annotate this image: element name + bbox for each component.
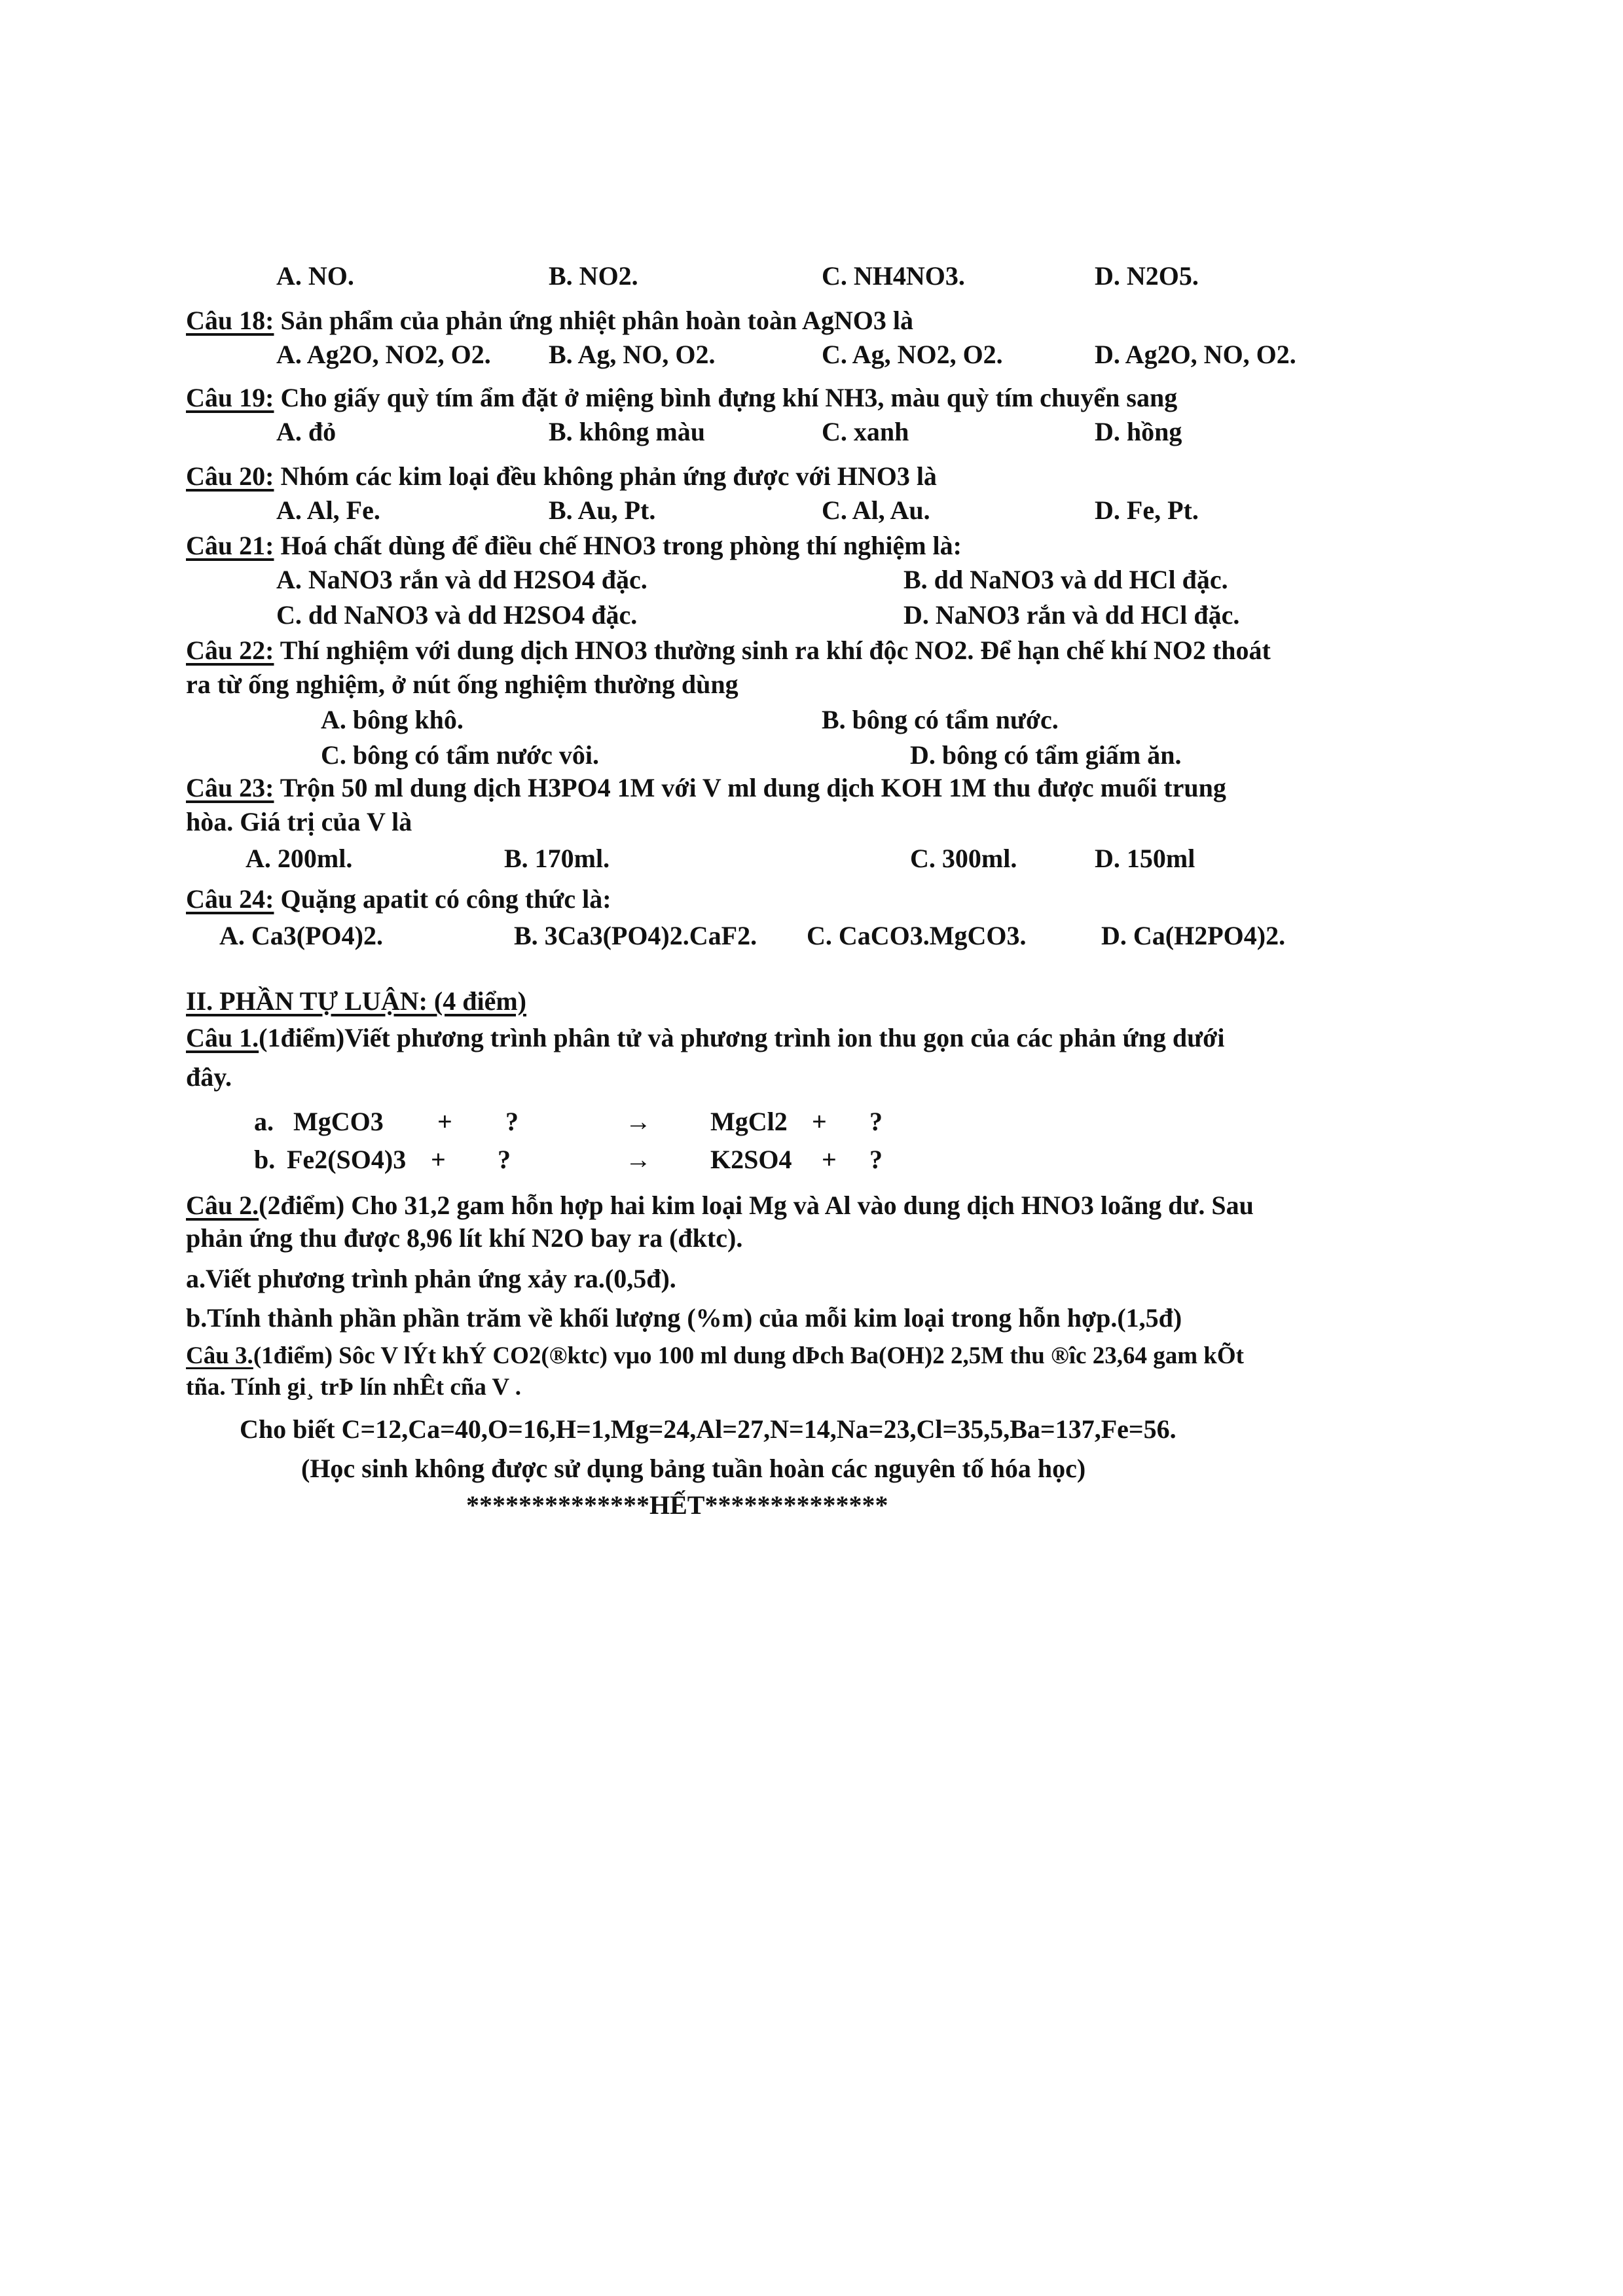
essay-q2-label: Câu 2. <box>186 1191 259 1220</box>
q24-option-a: A. Ca3(PO4)2. <box>219 921 383 950</box>
question-24 <box>186 884 611 915</box>
essay-heading: II. PHẦN TỰ LUẬN: (4 điểm) <box>186 986 526 1016</box>
arrow-right-icon: → <box>625 1107 651 1136</box>
essay-q2-text: (2điểm) Cho 31,2 gam hỗn hợp hai kim loại Mg và Al vào dung dịch HNO3 loãng dư. Sau <box>259 1191 1254 1220</box>
essay-q3-label: Câu 3. <box>186 1342 253 1369</box>
q22-option-b: B. bông có tẩm nước. <box>822 705 1059 734</box>
q19-option-a: A. đỏ <box>276 417 337 446</box>
eq-b-plus: + <box>431 1145 446 1174</box>
question-stem: Hoá chất dùng để điều chế HNO3 trong phòng thí nghiệm là: <box>274 531 962 560</box>
question-label: Câu 19: <box>186 383 274 412</box>
essay-q2-part-b: b.Tính thành phần phần trăm về khối lượng (%m) của mỗi kim loại trong hỗn hợp.(1,5đ) <box>186 1303 1182 1333</box>
q24-option-b: B. 3Ca3(PO4)2.CaF2. <box>514 921 757 950</box>
question-stem: Sản phẩm của phản ứng nhiệt phân hoàn toàn AgNO3 là <box>274 306 914 335</box>
question-19 <box>186 382 1177 414</box>
eq-b-reactant: Fe2(SO4)3 <box>287 1145 407 1174</box>
essay-q2-cont: phản ứng thu được 8,96 lít khí N2O bay ra (đktc). <box>186 1223 743 1253</box>
q24-option-d: D. Ca(H2PO4)2. <box>1101 921 1286 950</box>
q23-option-b: B. 170ml. <box>504 844 610 873</box>
q23-option-d: D. 150ml <box>1095 844 1195 873</box>
question-label: Câu 20: <box>186 461 274 491</box>
atomic-masses: Cho biết C=12,Ca=40,O=16,H=1,Mg=24,Al=27,N=14,Na=23,Cl=35,5,Ba=137,Fe=56. <box>240 1414 1176 1444</box>
question-22 <box>186 635 1271 666</box>
q22-option-a: A. bông khô. <box>321 705 464 734</box>
essay-q1-cont: đây. <box>186 1062 232 1092</box>
q17-option-a: A. NO. <box>276 261 354 291</box>
q22-option-c: C. bông có tẩm nước vôi. <box>321 740 600 770</box>
q20-option-a: A. Al, Fe. <box>276 495 380 525</box>
eq-a-plus2: + <box>812 1107 827 1136</box>
q17-option-c: C. NH4NO3. <box>822 261 965 291</box>
essay-q1-label: Câu 1. <box>186 1023 259 1052</box>
q19-option-d: D. hồng <box>1095 417 1182 446</box>
question-stem: Thí nghiệm với dung dịch HNO3 thường sinh ra khí độc NO2. Để hạn chế khí NO2 thoát <box>274 636 1271 665</box>
eq-a-unknown: ? <box>505 1107 519 1136</box>
question-18 <box>186 305 913 336</box>
eq-a-product: MgCl2 <box>710 1107 788 1136</box>
eq-a-plus: + <box>437 1107 452 1136</box>
q23-option-c: C. 300ml. <box>910 844 1017 873</box>
q19-option-c: C. xanh <box>822 417 909 446</box>
question-label: Câu 24: <box>186 884 274 914</box>
q18-option-a: A. Ag2O, NO2, O2. <box>276 340 491 369</box>
q20-option-d: D. Fe, Pt. <box>1095 495 1199 525</box>
exam-note: (Học sinh không được sử dụng bảng tuần hoàn các nguyên tố hóa học) <box>301 1454 1086 1483</box>
question-stem: Trộn 50 ml dung dịch H3PO4 1M với V ml dung dịch KOH 1M thu được muối trung <box>274 773 1226 802</box>
essay-question-1 <box>186 1022 1224 1054</box>
essay-question-2 <box>186 1190 1254 1221</box>
q24-option-c: C. CaCO3.MgCO3. <box>807 921 1027 950</box>
question-23 <box>186 772 1226 804</box>
essay-q2-part-a: a.Viết phương trình phản ứng xảy ra.(0,5đ). <box>186 1264 676 1293</box>
q17-option-b: B. NO2. <box>549 261 638 291</box>
q22-option-d: D. bông có tẩm giấm ăn. <box>910 740 1182 770</box>
question-stem: Nhóm các kim loại đều không phản ứng được với HNO3 là <box>274 461 937 491</box>
essay-q3-text: (1điểm) Sôc V lÝt khÝ CO2(®ktc) vµo 100 ml dung dÞch Ba(OH)2 2,5M thu ®îc 23,64 gam kÕt <box>253 1342 1244 1369</box>
question-stem: Cho giấy quỳ tím ẩm đặt ở miệng bình đựng khí NH3, màu quỳ tím chuyển sang <box>274 383 1178 412</box>
eq-a-label: a. <box>254 1107 274 1136</box>
question-22-cont: ra từ ống nghiệm, ở nút ống nghiệm thường dùng <box>186 670 739 699</box>
q21-option-b: B. dd NaNO3 và dd HCl đặc. <box>903 565 1228 594</box>
eq-b-product: K2SO4 <box>710 1145 792 1174</box>
eq-b-label: b. <box>254 1145 276 1174</box>
question-label: Câu 22: <box>186 636 274 665</box>
q18-option-c: C. Ag, NO2, O2. <box>822 340 1003 369</box>
question-label: Câu 21: <box>186 531 274 560</box>
question-label: Câu 23: <box>186 773 274 802</box>
q21-option-a: A. NaNO3 rắn và dd H2SO4 đặc. <box>276 565 647 594</box>
question-label: Câu 18: <box>186 306 274 335</box>
question-stem: Quặng apatit có công thức là: <box>274 884 611 914</box>
eq-b-unknown2: ? <box>869 1145 883 1174</box>
question-20 <box>186 461 937 492</box>
essay-q1-text: (1điểm)Viết phương trình phân tử và phương trình ion thu gọn của các phản ứng dưới <box>259 1023 1225 1052</box>
eq-a-reactant: MgCO3 <box>293 1107 384 1136</box>
eq-b-plus2: + <box>822 1145 837 1174</box>
q18-option-d: D. Ag2O, NO, O2. <box>1095 340 1296 369</box>
q21-option-c: C. dd NaNO3 và dd H2SO4 đặc. <box>276 600 638 630</box>
end-marker: **************HẾT************** <box>466 1490 888 1520</box>
question-21 <box>186 530 962 562</box>
q19-option-b: B. không màu <box>549 417 705 446</box>
question-23-cont: hòa. Giá trị của V là <box>186 807 412 836</box>
eq-a-unknown2: ? <box>869 1107 883 1136</box>
q21-option-d: D. NaNO3 rắn và dd HCl đặc. <box>903 600 1240 630</box>
arrow-right-icon: → <box>625 1145 651 1174</box>
essay-question-3 <box>186 1340 1244 1372</box>
q23-option-a: A. 200ml. <box>246 844 353 873</box>
q18-option-b: B. Ag, NO, O2. <box>549 340 716 369</box>
q20-option-c: C. Al, Au. <box>822 495 930 525</box>
q17-option-d: D. N2O5. <box>1095 261 1199 291</box>
q20-option-b: B. Au, Pt. <box>549 495 656 525</box>
essay-q3-cont: tña. Tính gi¸ trÞ lín nhÊt cña V . <box>186 1374 521 1401</box>
eq-b-unknown: ? <box>498 1145 511 1174</box>
